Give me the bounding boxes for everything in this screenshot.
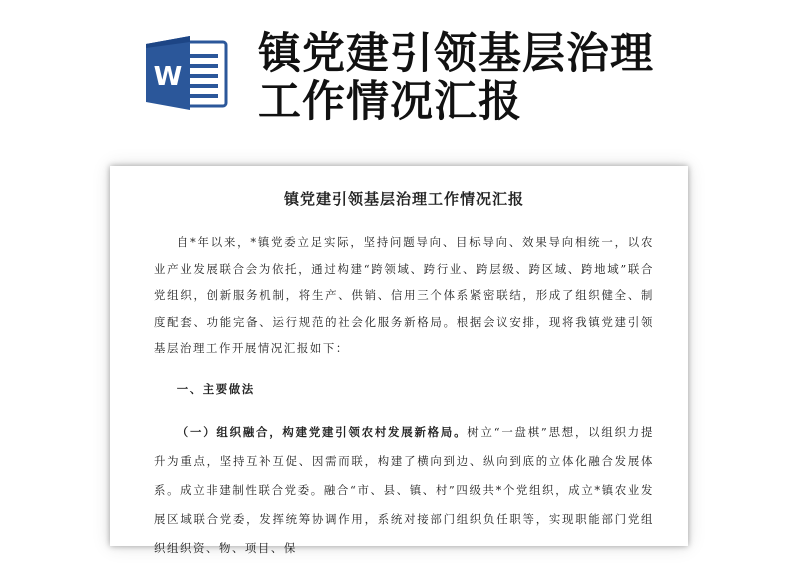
cover-title: [258, 30, 778, 126]
item-lead: （一）组织融合，构建党建引领农村发展新格局。: [176, 424, 468, 439]
section-heading: 一、主要做法: [176, 381, 255, 396]
cover-header: [0, 0, 800, 150]
document-page: [110, 166, 688, 555]
item-paragraph: [154, 418, 654, 563]
cover-title-line1: 镇党建引领基层治理: [258, 29, 654, 79]
item-body: 树立“一盘棋”思想，以组织力提升为重点，坚持互补互促、因需而联，构建了横向到边、纵向到底的立体化融合发展体系。成立非建制性联合党委。融合“市、县、镇、村”四级共*个党组织，成立*镇农业发展区域联合党委，发挥统筹协调作用，系统对接部门组织负任职等，实现职能部门党组织组织资、物、项目、保: [154, 424, 654, 555]
intro-paragraph: 自*年以来，*镇党委立足实际，坚持问题导向、目标导向、效果导向相统一，以农业产业发展联合会为依托，通过构建“跨领域、跨行业、跨层级、跨区域、跨地域”联合党组织，创新服务机制，将生产、供销、信用三个体系紧密联结，形成了组织健全、制度配套、功能完备、运行规范的社会化服务新格局。根据会议安排，现将我镇党建引领基层治理工作开展情况汇报如下：: [154, 235, 654, 355]
document-body: [110, 166, 688, 555]
cover-title-line2: 工作情况汇报: [258, 77, 522, 127]
word-document-icon: [146, 34, 228, 112]
word-letter: W: [153, 62, 183, 92]
document-title: 镇党建引领基层治理工作情况汇报: [283, 190, 524, 208]
